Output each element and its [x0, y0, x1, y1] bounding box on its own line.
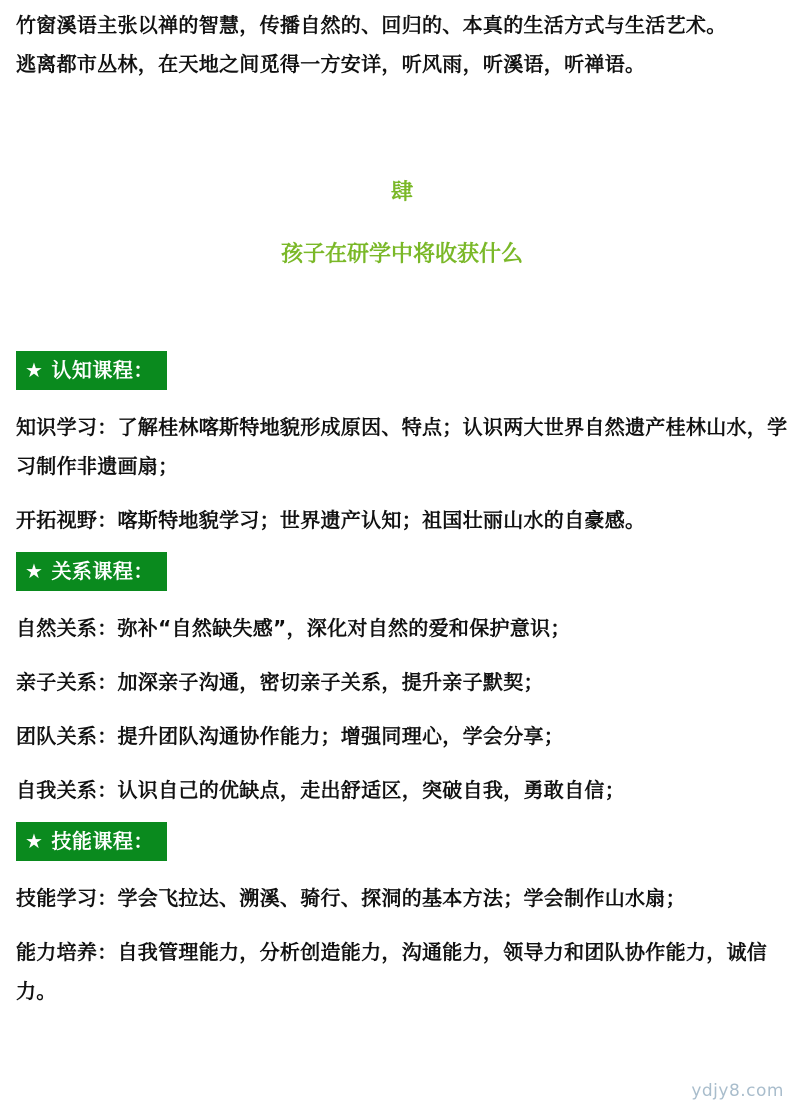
course-section-relationship [16, 552, 788, 810]
course-item: 团队关系：提升团队沟通协作能力；增强同理心，学会分享； [16, 724, 565, 748]
star-icon: ★ [25, 559, 44, 583]
section-title: 孩子在研学中将收获什么 [280, 242, 523, 267]
intro-block [16, 0, 788, 84]
course-item: 技能学习：学会飞拉达、溯溪、骑行、探洞的基本方法；学会制作山水扇； [16, 886, 686, 910]
course-tag-cognitive [16, 351, 167, 390]
course-section-cognitive [16, 351, 788, 540]
course-tag-label: 技能课程： [51, 829, 154, 853]
course-item: 开拓视野：喀斯特地貌学习；世界遗产认知；祖国壮丽山水的自豪感。 [16, 508, 646, 532]
course-tag-relationship [16, 552, 167, 591]
intro-line-2: 逃离都市丛林，在天地之间觅得一方安详，听风雨，听溪语，听禅语。 [16, 52, 646, 76]
course-item: 亲子关系：加深亲子沟通，密切亲子关系，提升亲子默契； [16, 670, 544, 694]
star-icon: ★ [25, 829, 44, 853]
course-item: 自然关系：弥补“自然缺失感”，深化对自然的爱和保护意识； [16, 616, 571, 640]
course-tag-label: 关系课程： [51, 559, 154, 583]
course-item: 知识学习：了解桂林喀斯特地貌形成原因、特点；认识两大世界自然遗产桂林山水，学习制作非遗画扇； [16, 415, 788, 478]
course-item: 能力培养：自我管理能力，分析创造能力，沟通能力，领导力和团队协作能力，诚信力。 [16, 940, 768, 1003]
course-section-skills [16, 822, 788, 1011]
course-item: 自我关系：认识自己的优缺点，走出舒适区，突破自我，勇敢自信； [16, 778, 625, 802]
star-icon: ★ [25, 358, 44, 382]
intro-line-1: 竹窗溪语主张以禅的智慧，传播自然的、回归的、本真的生活方式与生活艺术。 [16, 13, 727, 37]
watermark: ydjy8.com [691, 1081, 784, 1101]
section-number: 肆 [390, 180, 413, 205]
course-tag-label: 认知课程： [51, 358, 154, 382]
article-body [16, 0, 788, 1011]
course-tag-skills [16, 822, 167, 861]
